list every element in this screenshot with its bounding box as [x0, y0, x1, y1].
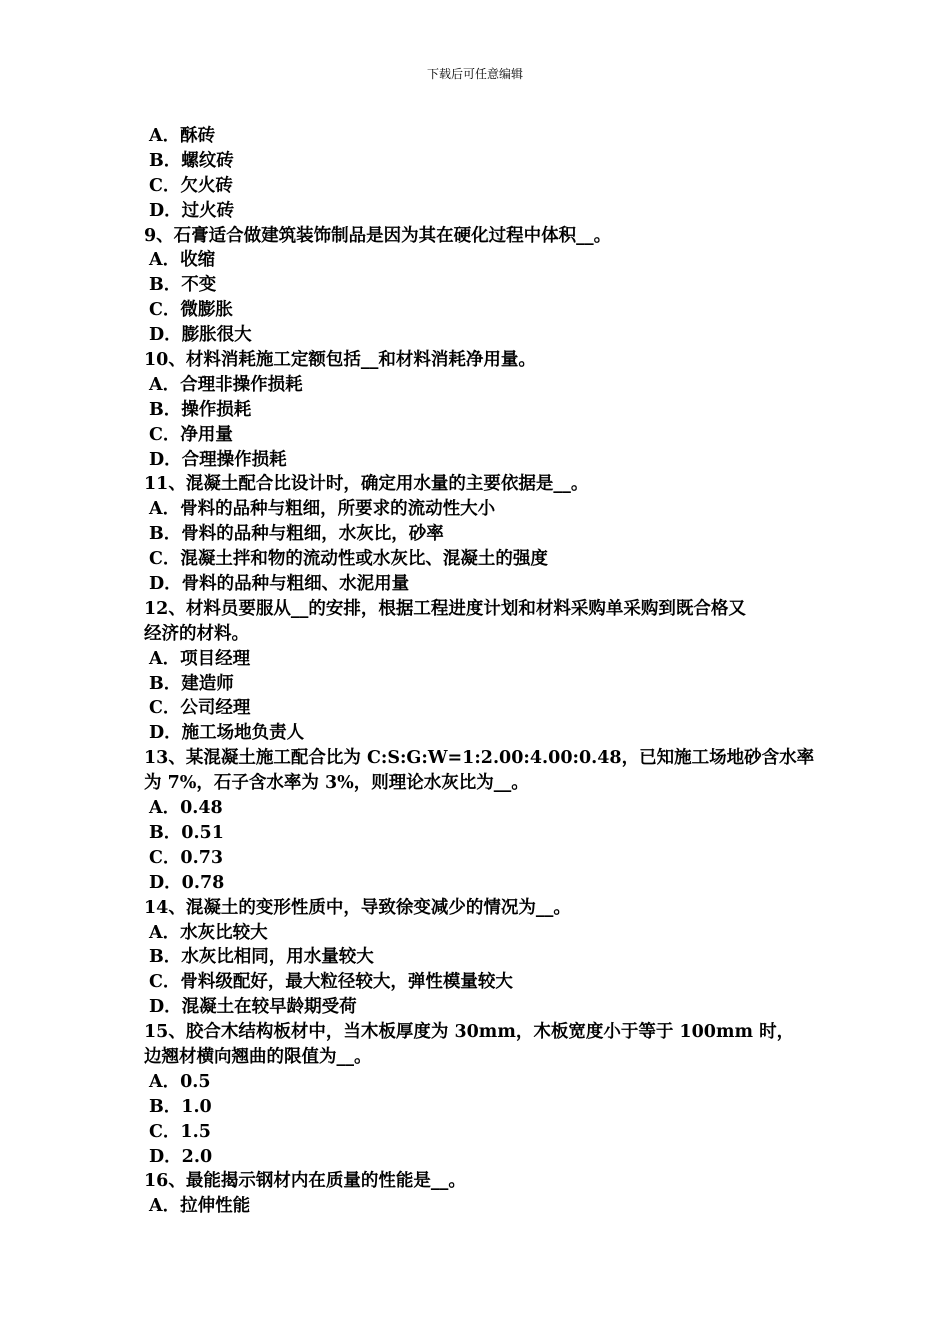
- document-body: [144, 124, 814, 1219]
- question-text: 10、材料消耗施工定额包括__和材料消耗净用量。: [144, 350, 536, 371]
- answer-option: A．酥砖: [149, 126, 216, 146]
- answer-option: C．骨料级配好，最大粒径较大，弹性模量较大: [149, 972, 513, 993]
- answer-option: B．操作损耗: [149, 399, 252, 420]
- answer-option: C．公司经理: [149, 698, 251, 719]
- answer-option: A．0.48: [149, 798, 223, 819]
- question-text: 14、混凝土的变形性质中，导致徐变减少的情况为__。: [144, 897, 571, 918]
- question-text-continued: 为 7%，石子含水率为 3%，则理论水灰比为__。: [144, 773, 529, 794]
- answer-option: D．0.78: [149, 872, 225, 893]
- answer-option: C．混凝土拌和物的流动性或水灰比、混凝土的强度: [149, 549, 548, 570]
- answer-option: C．微膨胀: [149, 300, 233, 321]
- page-header: 下载后可任意编辑: [426, 67, 523, 81]
- answer-option: A．拉伸性能: [149, 1196, 251, 1217]
- answer-option: D．过火砖: [149, 200, 235, 221]
- answer-option: D．施工场地负责人: [149, 723, 305, 744]
- answer-option: D．2.0: [149, 1146, 213, 1167]
- answer-option: B．建造师: [149, 673, 234, 694]
- answer-option: A．收缩: [149, 250, 216, 271]
- answer-option: C．0.73: [149, 847, 224, 868]
- question-text: 11、混凝土配合比设计时，确定用水量的主要依据是__。: [144, 474, 589, 495]
- answer-option: D．膨胀很大: [149, 325, 252, 346]
- answer-option: C．欠火砖: [149, 175, 233, 196]
- question-text: 9、石膏适合做建筑装饰制品是因为其在硬化过程中体积__。: [144, 225, 612, 246]
- answer-option: B．水灰比相同，用水量较大: [149, 947, 374, 968]
- answer-option: B．1.0: [149, 1096, 212, 1117]
- answer-option: D．骨料的品种与粗细、水泥用量: [149, 574, 410, 595]
- question-text: 13、某混凝土施工配合比为 C:S:G:W=1:2.00:4.00:0.48，已知施工场地砂含水率: [144, 748, 815, 769]
- question-text: 15、胶合木结构板材中，当木板厚度为 30mm，木板宽度小于等于 100mm 时，: [144, 1022, 795, 1043]
- answer-option: A．水灰比较大: [149, 922, 268, 943]
- question-text: 12、材料员要服从__的安排，根据工程进度计划和材料采购单采购到既合格又: [144, 598, 746, 619]
- question-text-continued: 边翘材横向翘曲的限值为__。: [144, 1046, 372, 1067]
- answer-option: B．不变: [149, 275, 217, 296]
- question-text-continued: 经济的材料。: [144, 623, 249, 644]
- answer-option: A．合理非操作损耗: [149, 374, 303, 395]
- answer-option: C．净用量: [149, 424, 233, 445]
- answer-option: A．项目经理: [149, 648, 251, 669]
- answer-option: B．骨料的品种与粗细，水灰比，砂率: [149, 524, 444, 545]
- answer-option: A．骨料的品种与粗细，所要求的流动性大小: [149, 499, 496, 520]
- answer-option: B．0.51: [149, 822, 224, 843]
- answer-option: D．合理操作损耗: [149, 449, 287, 470]
- answer-option: C．1.5: [149, 1121, 211, 1142]
- answer-option: D．混凝土在较早龄期受荷: [149, 997, 357, 1018]
- answer-option: A．0.5: [149, 1071, 211, 1092]
- answer-option: B．螺纹砖: [149, 150, 234, 171]
- question-text: 16、最能揭示钢材内在质量的性能是__。: [144, 1171, 466, 1192]
